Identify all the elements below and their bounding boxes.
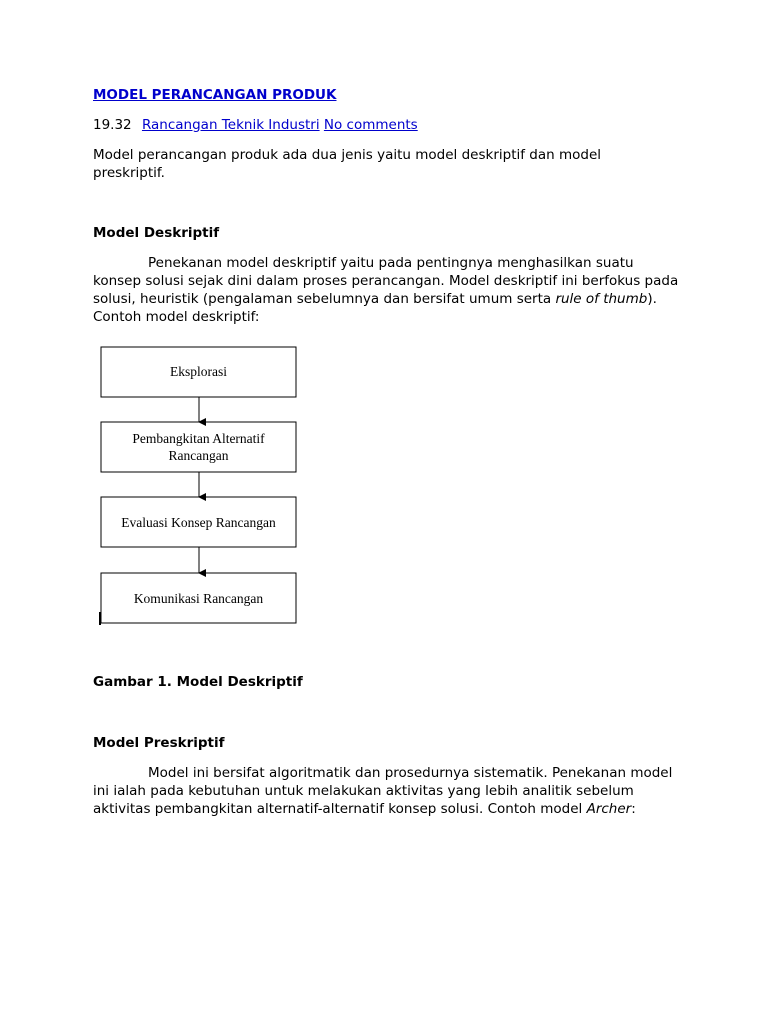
intro-paragraph: Model perancangan produk ada dua jenis yaitu model deskriptif dan model preskriptif. xyxy=(93,147,602,181)
flow-box-komunikasi-label: Komunikasi Rancangan xyxy=(133,591,264,606)
heading-model-deskriptif: Model Deskriptif xyxy=(93,225,220,241)
paragraph-preskriptif xyxy=(93,764,673,818)
comments-link[interactable]: No comments xyxy=(323,117,418,133)
post-time: 19.32 xyxy=(93,117,132,133)
paragraph-preskriptif-italic: Archer xyxy=(586,801,632,817)
paragraph-preskriptif-text: Model ini bersifat algoritmatik dan prosedurnya sistematik. Penekanan model ini ialah pada kebutuhan untuk melakukan aktivitas yang lebih analitik sebelum aktivitas pembangkitan alternatif-alternatif konsep solusi. Contoh model xyxy=(93,765,673,817)
flow-box-komunikasi xyxy=(101,573,296,623)
paragraph-deskriptif xyxy=(93,254,683,326)
category-link[interactable]: Rancangan Teknik Industri xyxy=(141,117,320,133)
paragraph-deskriptif-end: ). Contoh model deskriptif: xyxy=(93,291,657,325)
paragraph-deskriptif-italic: rule of thumb xyxy=(555,291,648,307)
text-cursor xyxy=(99,612,101,625)
flow-box-evaluasi-label: Evaluasi Konsep Rancangan xyxy=(121,515,276,530)
post-title-link[interactable]: MODEL PERANCANGAN PRODUK xyxy=(93,87,337,103)
figure-caption: Gambar 1. Model Deskriptif xyxy=(93,674,303,690)
flow-box-eksplorasi-label: Eksplorasi xyxy=(170,364,227,379)
flow-box-eksplorasi xyxy=(101,347,296,397)
post-meta xyxy=(93,116,418,134)
flow-box-evaluasi xyxy=(101,497,296,547)
paragraph-deskriptif-text: Penekanan model deskriptif yaitu pada pentingnya menghasilkan suatu konsep solusi sejak dini dalam proses perancangan. Model deskriptif ini berfokus pada solusi, heuristik (pengalaman sebelumnya dan bersifat umum serta xyxy=(93,255,679,307)
paragraph-preskriptif-end: : xyxy=(631,801,636,817)
flow-box-pembangkitan xyxy=(101,422,296,472)
flow-box-pembangkitan-label-2: Rancangan xyxy=(168,448,229,463)
flow-box-pembangkitan-label-1: Pembangkitan Alternatif xyxy=(132,431,265,446)
heading-model-preskriptif: Model Preskriptif xyxy=(93,735,225,751)
